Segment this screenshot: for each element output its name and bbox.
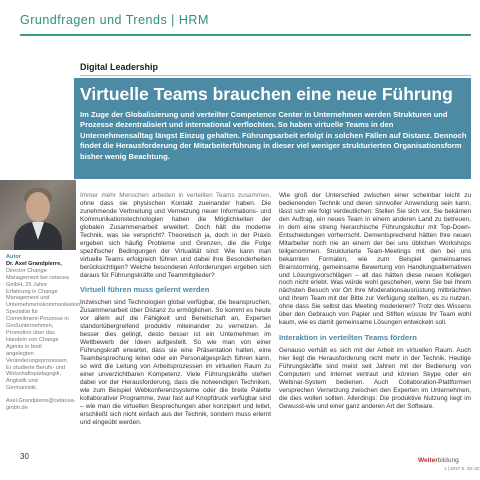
author-label: Autor: [6, 254, 21, 260]
running-head: Grundfragen und Trends | HRM: [20, 13, 209, 27]
author-box: [6, 254, 82, 412]
intro-paragraph: [80, 192, 271, 279]
article-column-1: [80, 192, 271, 433]
issue-info: 1 | 2017 S. 30–32: [444, 466, 480, 471]
col2-paragraph-1: Wie groß der Unterschied zwischen einer scheinbar leicht zu bedienenden Technik und deren sinnvoller Anwendung sein kann, lässt sich wie folgt verdeutlichen: Stellen Sie sich vor, Sie bekämen den Auftrag, ein neues Team in einem anderen Land zu betreuen, in dem eine streng hierarchische Führungskultur mit Top-Down-Entscheidungen vorherrscht. Dementsprechend hätten Ihre neuen Mitarbeiter noch nie an einem der bei uns üblichen Workshops teilgenommen. Strukturierte Team-Meetings mit den bei uns bekannten Formaten, wie zum Beispiel gemeinsames Brainstorming, gemeinsame Bewertung von Handlungsalternativen und Lösungsvorschlägen – all das hätten diese neuen Kollegen noch nicht erlebt. Was würde wohl geschehen, wenn Sie bei Ihrem nächsten Besuch vor Ort Ihre Moderationsausrüstung mitbrächten und Ihrem Team mit der Bitte zur Verfügung stellten, es zu nutzen, ohne dass Sie selbst das Meeting moderieren? Trotz des Wissens über den Gebrauch von Papier und Stiften wüsste Ihr Team wohl kaum, wie es damit gemeinsame Lösungen entwickeln soll.: [279, 192, 471, 327]
author-photo: [0, 180, 76, 250]
header-rule: [20, 34, 471, 36]
section-label: Digital Leadership: [80, 62, 159, 72]
logo-grey: bildung: [437, 457, 459, 464]
subheading-2: Interaktion in verteilten Teams fördern: [279, 333, 417, 343]
article-lead: Im Zuge der Globalisierung und verteilter Competence Center in Unternehmen werden Strukturen und Prozesse dezentralisiert und international verflochten. So haben virtuelle Teams in den Unternehmensalltag längst Einzug gehalten. Führungsarbeit erfolgt in solchen Fällen auf Distanz. Dennoch findet die Herausforderung der Mitarbeiterführung in dieser viel weniger strukturierten Organisationsform bisher wenig Beachtung.: [80, 110, 467, 161]
article-title: Virtuelle Teams brauchen eine neue Führung: [80, 84, 453, 104]
author-email[interactable]: Axel.Grandpierre@cetacea-gmbh.de: [6, 398, 76, 412]
page-number: 30: [20, 452, 29, 461]
subheading-1: Virtuell führen muss gelernt werden: [80, 285, 210, 295]
logo-red: Weiter: [418, 457, 438, 464]
intro-rest: ohne dass sie physischen Kontakt zueinander haben. Die zunehmende Verbreitung und Vernetzung neuer Informations- und Kommunikationstechnologien haben die Möglichkeiten der globalen Zusammenarbeit erweitert. Doch hält die moderne Technik, was sie verspricht? Theoretisch ja, doch in der Praxis ergeben sich häufig Probleme und Grenzen, die die Folge spezifischer Bedingungen der Virtualität sind: Wie kann man virtuelle Teams erfolgreich führen und dabei ihre Besonderheiten berücksichtigen? Welche besonderen Anforderungen ergeben sich daraus für Führungskräfte und Teammitglieder?: [80, 199, 271, 279]
section-rule: [80, 75, 471, 76]
author-name: Dr. Axel Grandpierre,: [6, 260, 62, 267]
author-bio: Director Change Management bei cetacea GmbH, 25 Jahre Erfahrung in Change Management und Unternehmenskommunikation, Spezialist für Commitment-Prozesse in Großunternehmen, Promotion über das Handeln von Change Agents in breit angelegten Veränderungsprozessen. Er studierte Berufs- und Wirtschaftspädagogik, Anglistik und Germanistik.: [6, 267, 82, 392]
magazine-logo: [418, 457, 459, 464]
intro-lead: Immer mehr Menschen arbeiten in verteilten Teams zusammen,: [80, 192, 271, 199]
paragraph-2: Inzwischen sind Technologien global verfügbar, die beanspruchen, Zusammenarbeit über Distanz zu ermöglichen. So kommt es heute vor allem auf die Fähigkeit und Bereitschaft an, Experten standortübergreifend produktiv miteinander zu vernetzen. Je besser dies gelingt, desto besser ist ein Unternehmen im Wettbewerb der Ideen aufgestellt. So wie man von einer Führungskraft erwartet, dass sie eine Präsentation halten, eine Teambesprechung leiten oder ein Personalgespräch führen kann, so wird die Leitung von Arbeitsprozessen im virtuellen Raum zu einer unverzichtbaren Kompetenz. Viele Führungskräfte stehen dabei vor der Herausforderung, dass die notwendigen Techniken, wie zum Beispiel Webkonferenzsysteme oder die breite Palette kollaborativer Programme, zwar fast auf Knopfdruck verfügbar sind – wie man die virtuellen Besprechungen aber konzipiert und leitet, erschließt sich nicht einfach aus der Technik, sondern muss erlernt und eingeübt werden.: [80, 299, 271, 426]
col2-paragraph-2: Genauso verhält es sich mit der Arbeit im virtuellen Raum. Auch hier liegt die Herausforderung nicht mehr in der Technik. Heutige Führungskräfte sind meist seit Jahren mit der Bedienung von Computern und Internet vertraut und können Skype oder ein Webinar-System bedienen. Auch Collaboration-Plattformen versprechen Vernetzung zwischen den Experten im Unternehmen, die dies wollen sollten. Allerdings: Die produktive Nutzung liegt im Gewusst-wie und einer ganz anderen Art der Software.: [279, 347, 471, 410]
article-column-2: [279, 192, 471, 417]
